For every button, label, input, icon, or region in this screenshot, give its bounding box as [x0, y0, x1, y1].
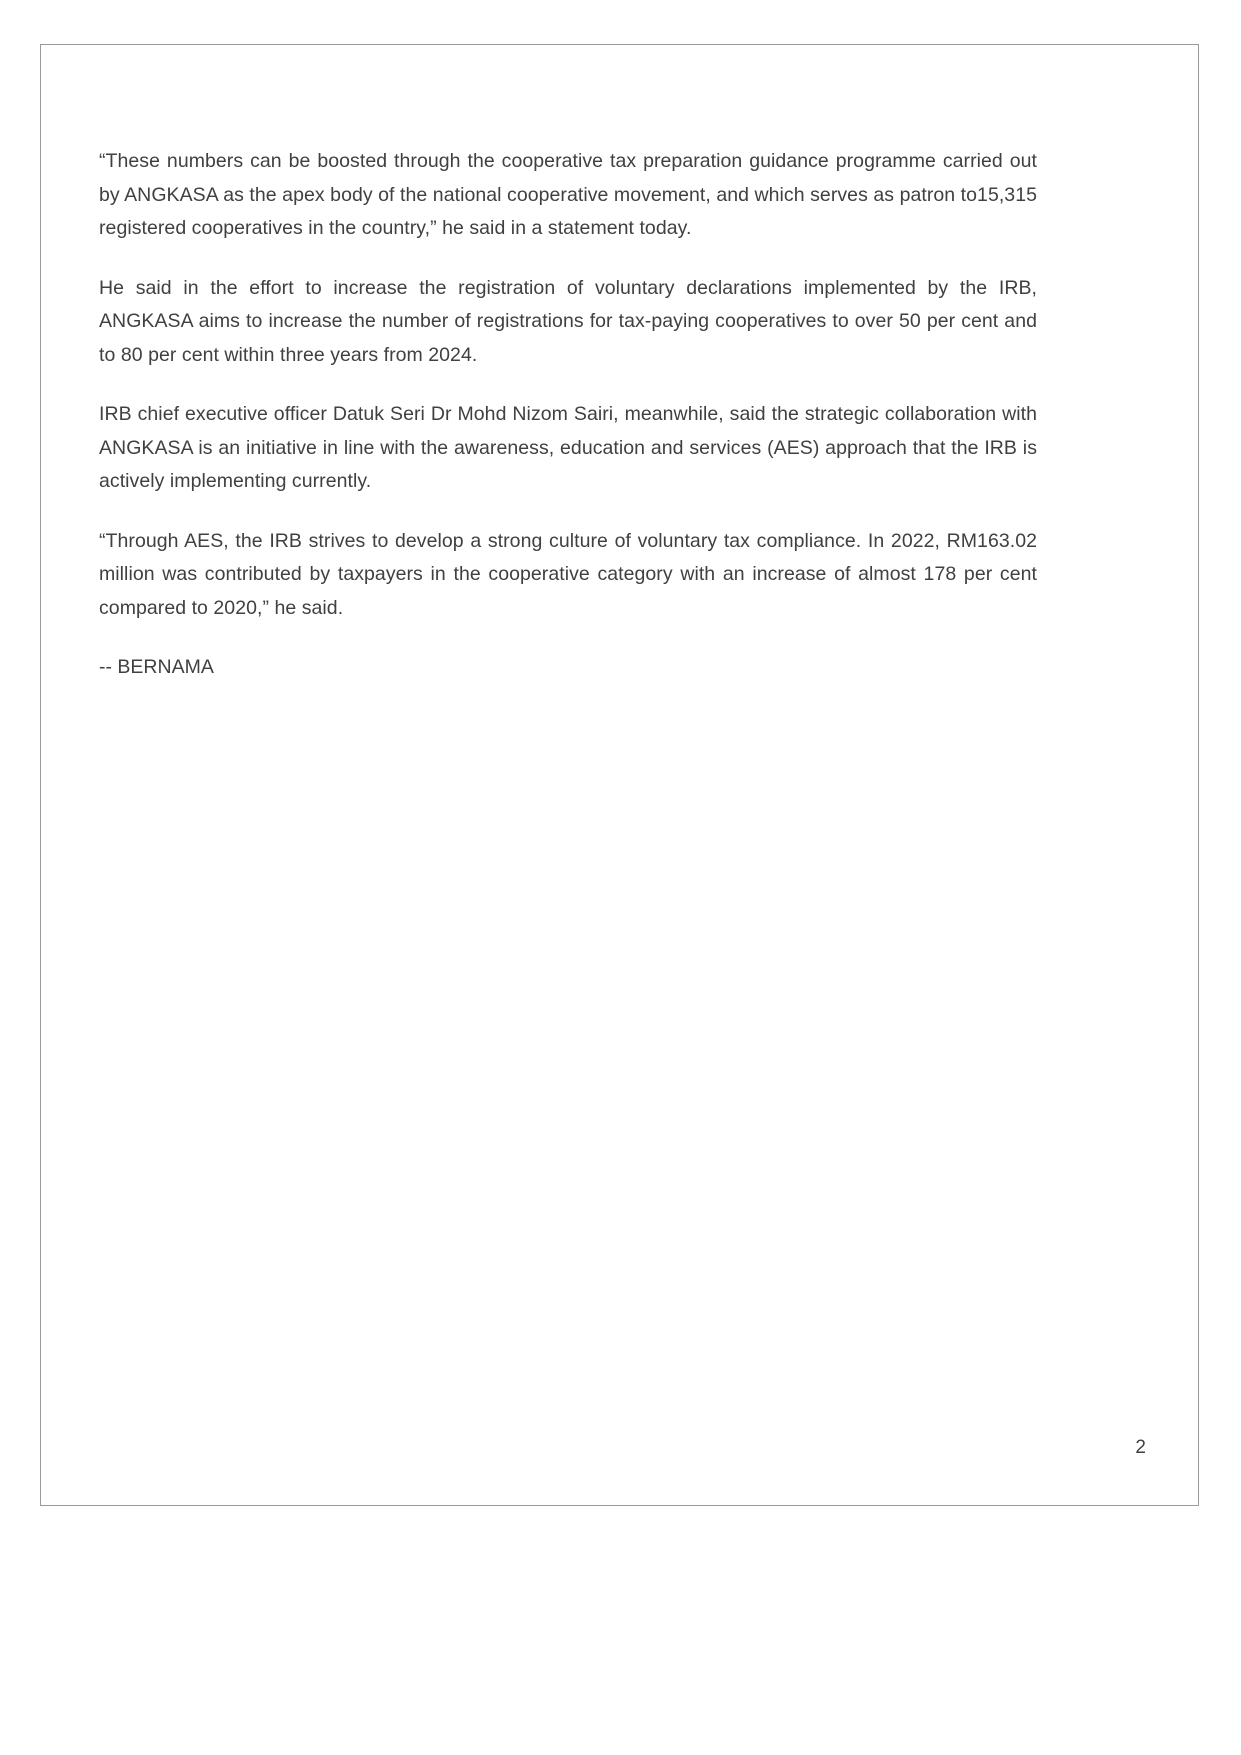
document-page	[40, 44, 1199, 1506]
paragraph-4: “Through AES, the IRB strives to develop a strong culture of voluntary tax compliance. In 2022, RM163.02 million was contributed by taxpayers in the cooperative category with an increase of almost 178 per cent compared to 2020,” he said.	[99, 529, 1037, 619]
paragraph-1: “These numbers can be boosted through the cooperative tax preparation guidance programme carried out by ANGKASA as the apex body of the national cooperative movement, and which serves as patron to15,315 registered cooperatives in the country,” he said in a statement today.	[99, 150, 1037, 240]
paragraph-3: IRB chief executive officer Datuk Seri Dr Mohd Nizom Sairi, meanwhile, said the strategic collaboration with ANGKASA is an initiative in line with the awareness, education and services (AES) approach that the IRB is actively implementing currently.	[99, 403, 1037, 493]
paragraph-2: He said in the effort to increase the registration of voluntary declarations implemented by the IRB, ANGKASA aims to increase the number of registrations for tax-paying cooperatives to over 50 per cent and to 80 per cent within three years from 2024.	[99, 276, 1037, 366]
page-content	[99, 145, 1037, 685]
news-agency-credit: -- BERNAMA	[99, 656, 214, 679]
page-number: 2	[1135, 1437, 1146, 1458]
